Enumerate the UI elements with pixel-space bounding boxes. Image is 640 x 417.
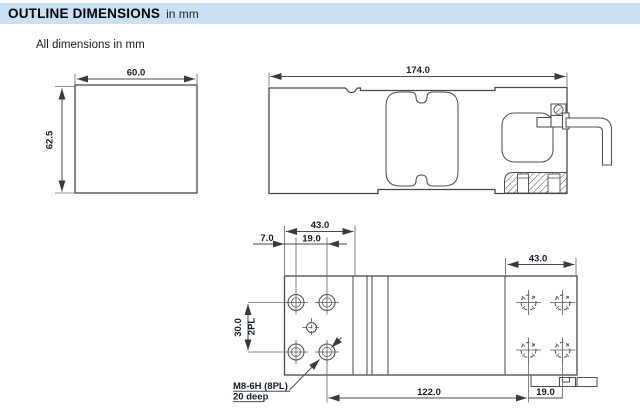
dim-19-left: 19.0	[302, 233, 321, 245]
mounting-hole	[284, 291, 308, 315]
sealing-screw	[537, 104, 569, 129]
end-view	[45, 68, 198, 194]
dim-30: 30.0	[233, 318, 244, 337]
dim-174: 174.0	[406, 65, 430, 76]
thread-callout	[233, 338, 342, 403]
end-view-outline	[75, 85, 197, 193]
thread-bore	[548, 174, 560, 193]
leader-arrow	[332, 338, 342, 348]
dim-43-left: 43.0	[310, 220, 330, 231]
thread-bore	[518, 174, 529, 193]
dim-43-right: 43.0	[528, 253, 548, 265]
dim-60: 60.0	[126, 67, 146, 79]
thread-callout-line1: M8-6H (8PL)	[233, 381, 288, 392]
cable	[566, 118, 612, 165]
page-title-unit: in mm	[166, 6, 199, 21]
thread-callout-line2: 20 deep	[233, 391, 269, 403]
hidden-hole	[550, 290, 575, 315]
dim-122: 122.0	[417, 387, 441, 398]
mounting-holes-left	[284, 291, 339, 365]
mounting-holes-right	[516, 290, 575, 363]
binocular-cutout	[386, 92, 458, 186]
mounting-hole	[315, 291, 339, 315]
center-hole	[302, 318, 321, 337]
bottom-view	[233, 220, 597, 403]
page-title: OUTLINE DIMENSIONS	[8, 6, 161, 21]
dim-19-right: 19.0	[536, 387, 555, 398]
thread-section-hatch	[505, 173, 568, 194]
side-view	[269, 65, 612, 194]
dim-7: 7.0	[260, 233, 274, 244]
dim-2pl: 2PL	[246, 317, 258, 336]
mounting-hole	[284, 340, 308, 364]
bottom-tab	[531, 375, 597, 387]
dimensions-note: All dimensions in mm	[36, 39, 145, 51]
hidden-hole	[516, 290, 541, 315]
dim-62-5: 62.5	[44, 130, 56, 150]
